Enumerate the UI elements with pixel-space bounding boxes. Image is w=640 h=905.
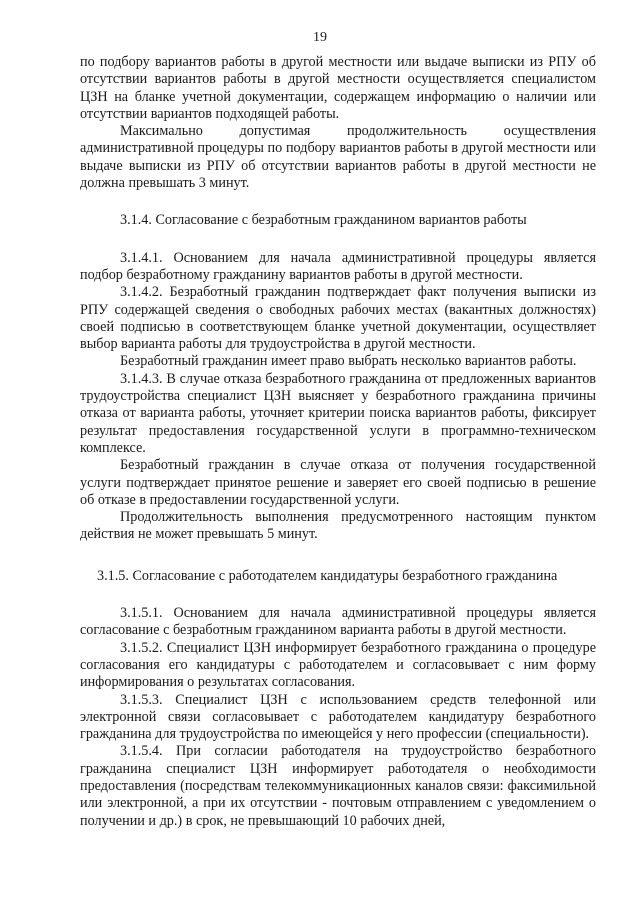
paragraph-duration-5-min: Продолжительность выполнения предусмотренного настоящим пунктом действия не может превышать 5 минут. — [80, 509, 596, 543]
paragraph-max-duration: Максимально допустимая продолжительность осуществления административной процедуры по подбору вариантов работы в другой местности или выдаче выписки из РПУ об отсутствии вариантов работы в другой местности не должна превышать 3 минут. — [80, 123, 596, 192]
section-heading-3-1-5: 3.1.5. Согласование с работодателем кандидатуры безработного гражданина — [97, 567, 558, 584]
paragraph-3-1-5-3: 3.1.5.3. Специалист ЦЗН с использованием средств телефонной или электронной связи согласовывает с работодателем кандидатуру безработного гражданина для трудоустройства по имеющейся у него профессии (специальности). — [80, 691, 596, 743]
section-heading-3-1-4: 3.1.4. Согласование с безработным гражданином вариантов работы — [120, 212, 527, 229]
paragraph-3-1-4-1: 3.1.4.1. Основанием для начала административной процедуры является подбор безработному гражданину вариантов работы в другой местности. — [80, 249, 596, 283]
page-number: 19 — [313, 30, 327, 45]
paragraph-refusal: Безработный гражданин в случае отказа от получения государственной услуги подтверждает принятое решение и заверяет его своей подписью в решение об отказе в предоставлении государственной услуги. — [80, 457, 596, 508]
paragraph-3-1-4-3: 3.1.4.3. В случае отказа безработного гражданина от предложенных вариантов трудоустройства специалист ЦЗН выясняет у безработного гражданина причины отказа от варианта работы, уточняет критерии поиска вариантов работы, фиксирует результат предоставления государственной услуги в программно-техническом комплексе. — [80, 370, 596, 456]
document-body — [80, 54, 596, 830]
paragraph-3-1-4-2: 3.1.4.2. Безработный гражданин подтверждает факт получения выписки из РПУ содержащей сведения о свободных рабочих местах (вакантных должностях) своей подписью в соответствующем бланке учетной документации, осуществляет выбор варианта работы для трудоустройства в другой местности. — [80, 284, 596, 353]
paragraph-3-1-5-1: 3.1.5.1. Основанием для начала административной процедуры является согласование с безработным гражданином варианта работы в другой местности. — [80, 605, 596, 639]
paragraph-choice-right: Безработный гражданин имеет право выбрать несколько вариантов работы. — [120, 353, 577, 370]
paragraph-continuation: по подбору вариантов работы в другой местности или выдаче выписки из РПУ об отсутствии вариантов работы в другой местности осуществляется специалистом ЦЗН на бланке учетной документации, содержащем информацию о наличии или отсутствии вариантов подходящей работы. — [80, 54, 596, 122]
paragraph-3-1-5-2: 3.1.5.2. Специалист ЦЗН информирует безработного гражданина о процедуре согласования его кандидатуры с работодателем и согласовывает с ним форму информирования о результатах согласования. — [80, 639, 596, 691]
paragraph-3-1-5-4: 3.1.5.4. При согласии работодателя на трудоустройство безработного гражданина специалист ЦЗН информирует работодателя о необходимости предоставления (посредствам телекоммуникационных каналов связи: факсимильной или электронной, а при их отсутствии - почтовым отправлением с уведомлением о получении и др.) в срок, не превышающий 10 рабочих дней, — [80, 743, 596, 829]
